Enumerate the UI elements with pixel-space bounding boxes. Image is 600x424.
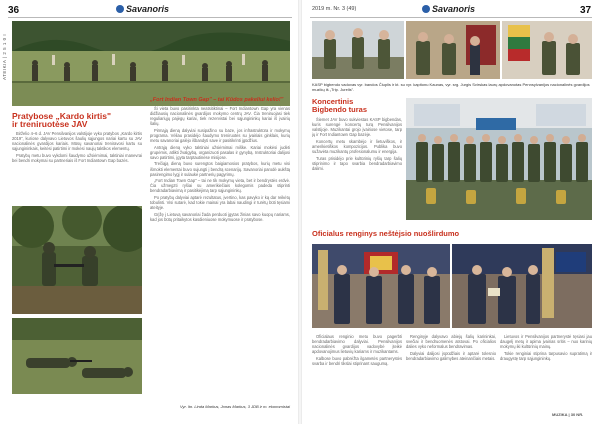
right-headline-2: Oficialus renginys neštėjsio nuošlirdumo bbox=[312, 229, 460, 238]
photo-shooting-range bbox=[12, 21, 290, 106]
officer-flag-illustration bbox=[502, 21, 592, 79]
brand-left: Savanoris bbox=[116, 4, 169, 14]
right-column-1-text: Šiemet JAV buvo sukviestas KASP bigbendas, kuris surengė koncertų turą Pensilvanijos valstijoje. Muzikantai grojo įvairiose vietose, tarp jų ir Fort Indiantown Gap bazėje. Koncertų metu skambėjo ir lietuviškos, ir amerikietiškos kompozicijos. Publika buvo sužavėta muzikantų profesionalumu ir energija. Turas prisidėjo prie kultūrinių ryšių tarp šalių stiprinimo ir tapo svarbia bendradarbiavimo dalimi. bbox=[312, 117, 402, 171]
left-column-1-text: Birželio 4–6 d. JAV Pensilvanijos valstijoje vyko pratybos „Kardo kirtis 2019", kuriose dalyvavo Lietuvos šaulių sąjungos nariai kartu su JAV nacionalinės gvardijos kariais. Mūsų savanoriai treniravosi kartu su sąjungininkais, keitėsi patirtimi ir mokėsi naujų taktikos elementų. Pratybų metu buvo vykdomi šaudymo užsiėmimai, taktiniai manevrai bei bendri mokymai su partneriais iš Fort Indiantown Gap bazės. bbox=[12, 131, 142, 163]
left-sub-headline: „Fort Indian Town Gap" – tai Kūdos pakeliui kelio!" bbox=[150, 97, 284, 103]
bigband-group-illustration bbox=[406, 98, 592, 220]
ceremony-illustration bbox=[312, 244, 450, 328]
award-illustration bbox=[452, 244, 592, 328]
right-top-caption: KASP bigbendo vadovas vyr. bandos Čiuplis ir kt. su vyr. kapitonu Kaunas, vyr. srg. Jurgis Svirskas laurų apdovanotas Pennsylvanijos nacionalinės gvardijos muzikų iš „Trip. Jurelis". bbox=[312, 82, 590, 92]
left-page bbox=[0, 0, 298, 424]
brand-logo-icon bbox=[116, 5, 124, 13]
left-column-2-text: Ši vieta buvo pasirinkta neatsitiktinai – Fort Indiantown Gap yra vienas didžiausių nacionalinės gvardijos mokymo centrų JAV. Čia treniruojasi tiek reguliariųjų pajėgų kariai, tiek rezervistai bei sąjungininkų kariai iš įvairių šalių. Pirmąją dieną dalyviai susipažino su baze, jos infrastruktūra ir mokymų programa. Vėliau prasidėjo šaudymo treniruotės su įvairiais ginklais, kurių metu savanoriai galėjo išbandyti save ir pasitikrinti įgūdžius. Antrąją dieną vyko taktiniai užsiėmimai miške. Kariai mokėsi judėti grupėmis, atlikti žvalgybą, organizuoti pasalas ir gynybą. Instruktoriai dalijosi savo patirtimi, įgyta tarptautinėse misijose. Trečiąją dieną buvo surengtos baigiamosios pratybos, kurių metu visi išmokti elementai buvo sujungti į bendrą scenarijų. Savanoriai parodė aukštą pasirengimo lygį ir sulaukė partnerių pagyrimų. „Fort Indian Town Gap" – tai ne tik mokymų vieta, bet ir bendrystės erdvė. Čia užmegzti ryšiai su amerikiečiais kolegomis padeda stiprinti bendradarbiavimą ir pasitikėjimą tarp sąjungininkų. Po pratybų dalyviai aptarė rezultatus, įvertino, kas pavyko ir ką dar reikėtų tobulinti. Visi sutarė, kad tokie mainai yra labai naudingi ir turėtų būti tęsiami ateityje. Grįžę į Lietuvą savanoriai žada perduoti įgytas žinias savo kuopų nariams, kad jos būtų pritaikytos kasdieniuose mokymuose ir pratybose. bbox=[150, 106, 290, 222]
right-footer: MUZIKA | 30 NR. bbox=[552, 412, 584, 417]
brand-logo-icon-right bbox=[422, 5, 430, 13]
page-number-left: 36 bbox=[8, 5, 20, 16]
photo-bigband-group bbox=[406, 98, 592, 220]
photo-officers-meeting bbox=[406, 21, 500, 79]
forest-soldiers-illustration bbox=[12, 206, 142, 314]
photo-ceremony-award bbox=[452, 244, 592, 328]
right-bottom-col-3-text: Lietuvos ir Pensilvanijos partnerystė tęsiasi jau daugelį metų ir apima įvairias sritis – nuo karinių mokymų iki kultūrinių mainų. Tokie renginiai stiprina tarpusavio supratimą ir draugystę tarp sąjungininkų. bbox=[500, 334, 592, 361]
left-headline: Pratybose „Kardo kirtis" ir treniruotėse JAV bbox=[12, 111, 111, 129]
right-page bbox=[302, 0, 600, 424]
side-label: ATEIKIA | 2 5 1 0 I bbox=[2, 33, 7, 80]
photo-band-soldiers bbox=[312, 21, 404, 79]
right-headline-1: Koncertinis Bigbendo turas bbox=[312, 97, 368, 114]
right-bottom-col-2-text: Renginyje dalyvavo abiejų šalių karininkai, svečiai ir bendruomenės atstovai. Po oficialios dalies vyko neformalus bendravimas. Dalyviai dalijosi įspūdžiais ir aptarė tolesnio bendradarbiavimo galimybes ateinančiais metais. bbox=[406, 334, 496, 361]
prone-soldiers-illustration bbox=[12, 318, 142, 394]
photo-ceremony-handshake bbox=[312, 244, 450, 328]
header-rule-left bbox=[8, 17, 292, 18]
photo-soldiers-forest bbox=[12, 206, 142, 314]
header-rule-right bbox=[310, 17, 592, 18]
officers-illustration bbox=[406, 21, 500, 79]
shooting-range-illustration bbox=[12, 21, 290, 106]
photo-officer-flag bbox=[502, 21, 592, 79]
issue-label: 2019 m. Nr. 3 (49) bbox=[312, 6, 357, 12]
brand-right: Savanoris bbox=[422, 4, 475, 14]
photo-soldiers-prone bbox=[12, 318, 142, 394]
right-bottom-col-1-text: Oficialaus renginio metu buvo pagerbti bendradarbiavimo dalyviai. Pensilvanijos nacionalinės gvardijos vadovybė įteikė apdovanojimus lietuvių kariams ir muzikantams. Kalbose buvo pabrėžta ilgametės partnerystės svarba ir bendri tikslai stiprinant saugumą. bbox=[312, 334, 402, 366]
page-number-right: 37 bbox=[580, 5, 592, 16]
left-signature: Vyr. ltn. Linda Markus, Jonas Markus, 3 JDB ir m. ekonomistai bbox=[179, 404, 290, 409]
band-soldiers-illustration bbox=[312, 21, 404, 79]
